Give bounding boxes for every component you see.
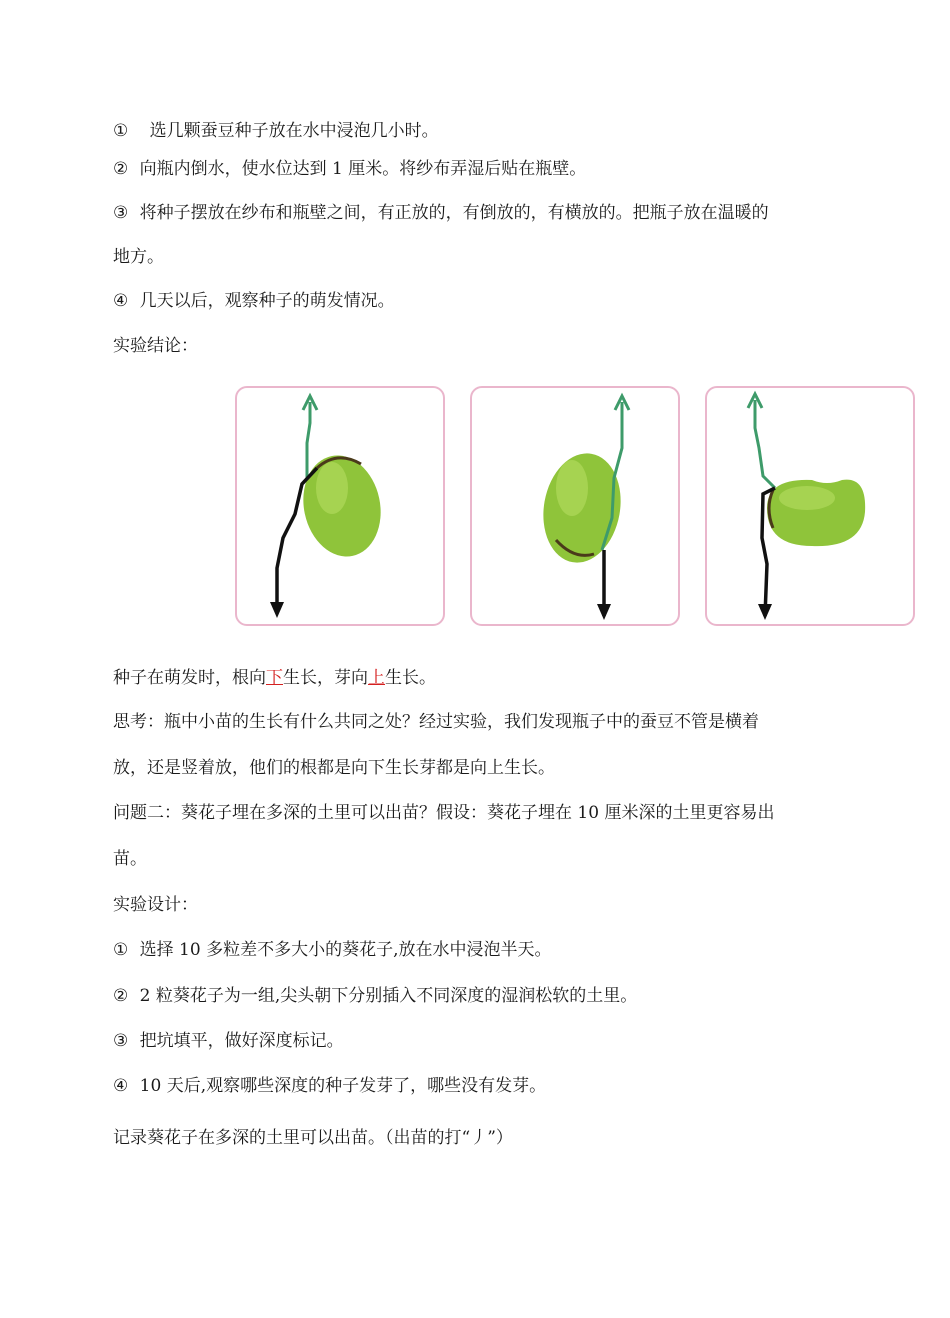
sprout-arrow [755, 400, 775, 488]
design-step-2 [113, 985, 637, 1007]
step-text: 选几颗蚕豆种子放在水中浸泡几小时。 [149, 121, 439, 141]
step-text: 几天以后，观察种子的萌发情况。 [139, 291, 395, 311]
conclusion-sentence [113, 667, 436, 689]
design-step-3 [113, 1030, 344, 1052]
step-number: ① [113, 940, 129, 960]
record-line: 记录葵花子在多深的土里可以出苗。（出苗的打“丿”） [113, 1128, 513, 1148]
seed-panel-upright [235, 386, 445, 626]
step-number: ③ [113, 1031, 129, 1051]
step-number: ④ [113, 1076, 129, 1096]
step-number: ① [113, 121, 129, 141]
step-text: 把坑填平，做好深度标记。 [139, 1031, 344, 1051]
sprout-arrow [307, 402, 310, 478]
design-heading: 实验设计： [113, 895, 198, 915]
step-3-continued [113, 246, 164, 268]
question2-line-1: 问题二：葵花子埋在多深的土里可以出苗？假设：葵花子埋在 10 厘米深的土里更容易出 [113, 803, 775, 823]
step-text: 选择 10 多粒差不多大小的葵花子,放在水中浸泡半天。 [139, 940, 552, 960]
conclusion-text: 生长，芽向 [283, 668, 368, 688]
step-number: ② [113, 986, 129, 1006]
step-3 [113, 202, 769, 224]
step-text: 地方。 [113, 247, 164, 267]
step-2 [113, 158, 586, 180]
step-text: 将种子摆放在纱布和瓶壁之间，有正放的，有倒放的，有横放的。把瓶子放在温暖的 [139, 203, 769, 223]
design-step-1 [113, 939, 552, 961]
question2-line-2: 苗。 [113, 849, 147, 869]
seed-panel-inverted [470, 386, 680, 626]
seed-panel-sideways [705, 386, 915, 626]
step-4 [113, 290, 395, 312]
think-line-1: 思考：瓶中小苗的生长有什么共同之处？经过实验，我们发现瓶子中的蚕豆不管是横着 [113, 712, 759, 732]
step-text: 2 粒葵花子为一组,尖头朝下分别插入不同深度的湿润松软的土里。 [139, 986, 638, 1006]
design-step-4 [113, 1075, 546, 1097]
step-number: ② [113, 159, 129, 179]
think-line-2: 放，还是竖着放，他们的根都是向下生长芽都是向上生长。 [113, 758, 555, 778]
step-1 [113, 120, 439, 142]
step-number: ④ [113, 291, 129, 311]
answer-up: 上 [368, 668, 385, 688]
step-text: 10 天后,观察哪些深度的种子发芽了，哪些没有发芽。 [139, 1076, 547, 1096]
conclusion-heading: 实验结论： [113, 336, 198, 356]
conclusion-text: 生长。 [385, 668, 436, 688]
step-number: ③ [113, 203, 129, 223]
step-text: 向瓶内倒水，使水位达到 1 厘米。将纱布弄湿后贴在瓶壁。 [139, 159, 587, 179]
conclusion-text: 种子在萌发时，根向 [113, 668, 266, 688]
answer-down: 下 [266, 668, 283, 688]
